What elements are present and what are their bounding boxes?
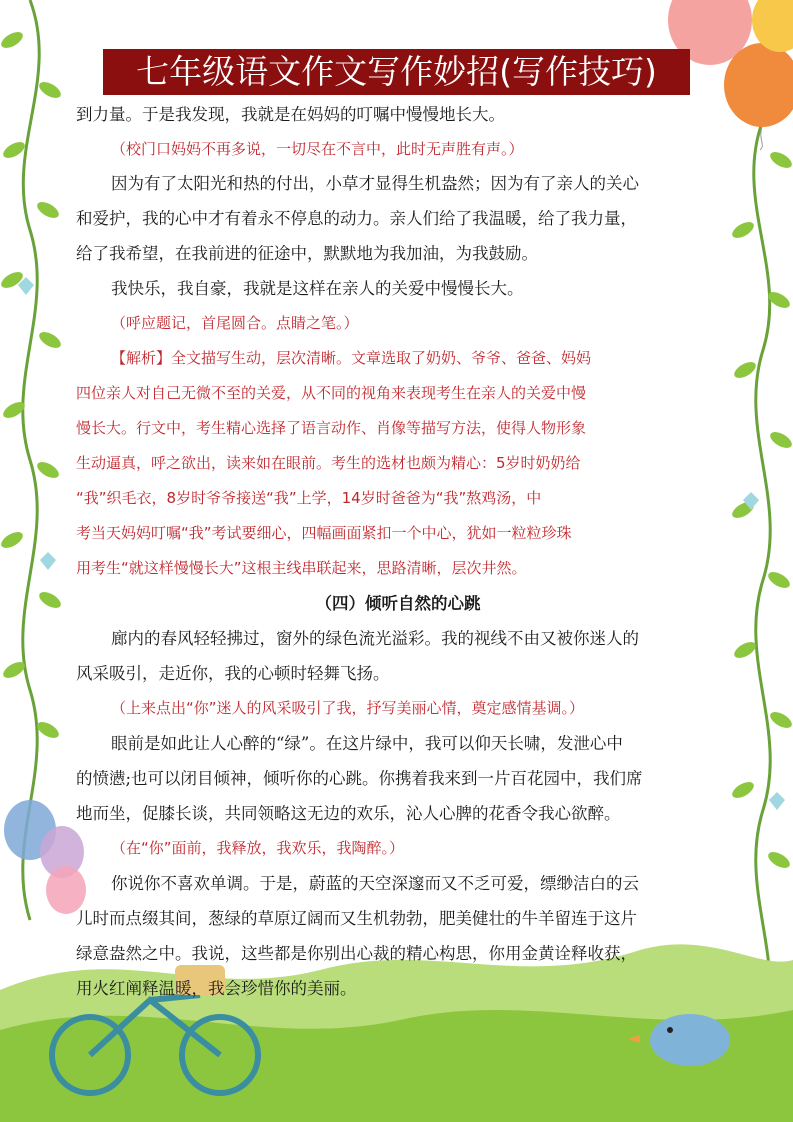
- line-4: 和爱护，我的心中才有着永不停息的动力。亲人们给了我温暖，给了我力量，: [76, 209, 637, 228]
- line-7: （呼应题记，首尾圆合。点睛之笔。）: [111, 314, 359, 332]
- line-16: 廊内的春风轻轻拂过，窗外的绿色流光溢彩。我的视线不由又被你迷人的: [111, 629, 639, 648]
- line-2: （校门口妈妈不再多说，一切尽在不言中，此时无声胜有声。）: [111, 140, 524, 158]
- line-10: 慢长大。行文中，考生精心选择了语言动作、肖像等描写方法，使得人物形象: [76, 419, 587, 437]
- line-26: 用火红阐释温暖，我会珍惜你的美丽。: [76, 979, 357, 998]
- line-19: 眼前是如此让人心醉的“绿”。在这片绿中，我可以仰天长啸，发泄心中: [111, 734, 623, 753]
- line-9: 四位亲人对自己无微不至的关爱，从不同的视角来表现考生在亲人的关爱中慢: [76, 384, 587, 402]
- line-6: 我快乐，我自豪，我就是这样在亲人的关爱中慢慢长大。: [111, 279, 524, 298]
- line-14: 用考生“就这样慢慢长大”这根主线串联起来，思路清晰，层次井然。: [76, 559, 527, 577]
- line-17: 风采吸引，走近你，我的心顿时轻舞飞扬。: [76, 664, 390, 683]
- section-heading: （四）倾听自然的心跳: [315, 594, 481, 613]
- line-21: 地而坐，促膝长谈，共同领略这无边的欢乐，沁人心脾的花香令我心欲醉。: [76, 804, 621, 823]
- line-20: 的愤懑;也可以闭目倾神，倾听你的心跳。你携着我来到一片百花园中，我们席: [76, 769, 643, 788]
- page-title: 七年级语文作文写作妙招(写作技巧): [103, 49, 690, 95]
- line-23: 你说你不喜欢单调。于是，蔚蓝的天空深邃而又不乏可爱，缥缈洁白的云: [111, 874, 639, 893]
- line-1: 到力量。于是我发现，我就是在妈妈的叮嘱中慢慢地长大。: [76, 105, 505, 124]
- line-12: “我”织毛衣，8岁时爷爷接送“我”上学，14岁时爸爸为“我”熬鸡汤，中: [76, 489, 542, 507]
- line-8: 【解析】全文描写生动，层次清晰。文章选取了奶奶、爷爷、爸爸、妈妈: [111, 349, 592, 367]
- line-5: 给了我希望，在我前进的征途中，默默地为我加油，为我鼓励。: [76, 244, 538, 263]
- line-11: 生动逼真，呼之欲出，读来如在眼前。考生的选材也颇为精心：5岁时奶奶给: [76, 454, 581, 472]
- line-22: （在“你”面前，我释放，我欢乐，我陶醉。）: [111, 839, 405, 857]
- line-24: 儿时而点缀其间，葱绿的草原辽阔而又生机勃勃，肥美健壮的牛羊留连于这片: [76, 909, 637, 928]
- line-13: 考当天妈妈叮嘱“我”考试要细心，四幅画面紧扣一个中心，犹如一粒粒珍珠: [76, 524, 572, 542]
- line-25: 绿意盎然之中。我说，这些都是你别出心裁的精心构思，你用金黄诠释收获，: [76, 944, 637, 963]
- line-18: （上来点出“你”迷人的风采吸引了我，抒写美丽心情，奠定感情基调。）: [111, 699, 585, 717]
- line-3: 因为有了太阳光和热的付出，小草才显得生机盎然；因为有了亲人的关心: [111, 174, 639, 193]
